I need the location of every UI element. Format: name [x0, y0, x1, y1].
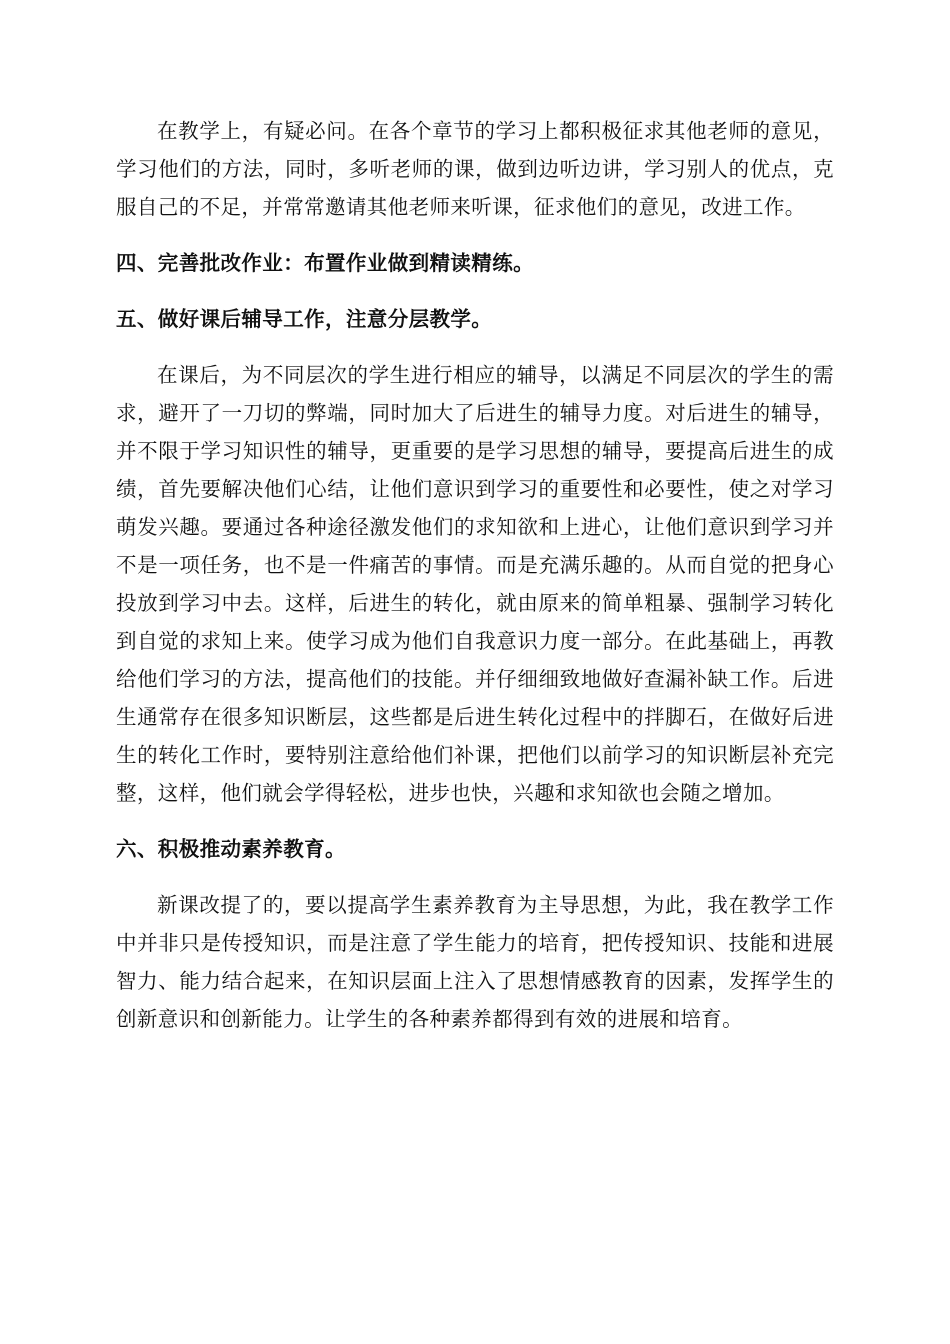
paragraph-teaching-inquiry: 在教学上，有疑必问。在各个章节的学习上都积极征求其他老师的意见，学习他们的方法，同时，多听老师的课，做到边听边讲，学习别人的优点，克服自己的不足，并常常邀请其他老师来听课，征求他们的意见，改进工作。: [116, 119, 834, 219]
paragraph-tutoring: 在课后，为不同层次的学生进行相应的辅导，以满足不同层次的学生的需求，避开了一刀切的弊端，同时加大了后进生的辅导力度。对后进生的辅导，并不限于学习知识性的辅导，更重要的是学习思想的辅导，要提高后进生的成绩，首先要解决他们心结，让他们意识到学习的重要性和必要性，使之对学习萌发兴趣。要通过各种途径激发他们的求知欲和上进心，让他们意识到学习并不是一项任务，也不是一件痛苦的事情。而是充满乐趣的。从而自觉的把身心投放到学习中去。这样，后进生的转化，就由原来的简单粗暴、强制学习转化到自觉的求知上来。使学习成为他们自我意识力度一部分。在此基础上，再教给他们学习的方法，提高他们的技能。并仔细细致地做好查漏补缺工作。后进生通常存在很多知识断层，这些都是后进生转化过程中的拌脚石，在做好后进生的转化工作时，要特别注意给他们补课，把他们以前学习的知识断层补充完整，这样，他们就会学得轻松，进步也快，兴趣和求知欲也会随之增加。: [116, 363, 834, 805]
heading-homework: 四、完善批改作业：布置作业做到精读精练。: [116, 251, 534, 275]
heading-quality-education: 六、积极推动素养教育。: [116, 837, 346, 861]
document-body: [116, 112, 834, 1038]
paragraph-quality-education: 新课改提了的，要以提高学生素养教育为主导思想，为此，我在教学工作中并非只是传授知识，而是注意了学生能力的培育，把传授知识、技能和进展智力、能力结合起来，在知识层面上注入了思想情感教育的因素，发挥学生的创新意识和创新能力。让学生的各种素养都得到有效的进展和培育。: [116, 893, 834, 1031]
heading-after-class-tutoring: 五、做好课后辅导工作，注意分层教学。: [116, 307, 493, 331]
